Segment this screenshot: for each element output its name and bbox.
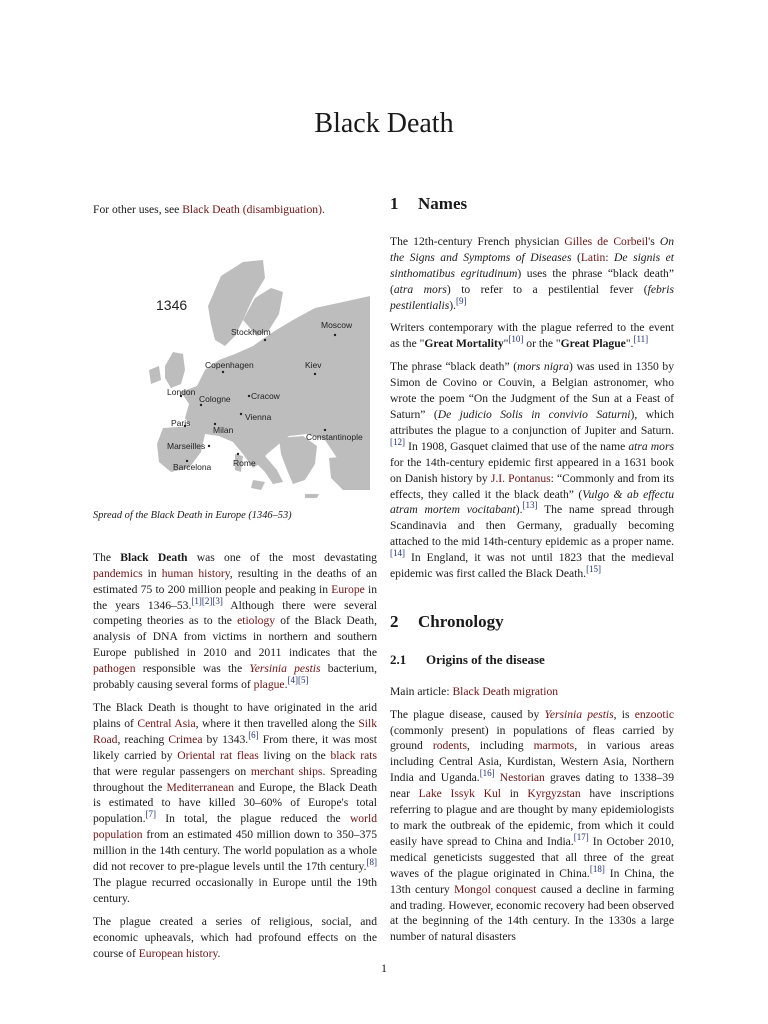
link-lake-issyk-kul[interactable]: Lake Issyk Kul xyxy=(418,787,502,801)
link-europe[interactable]: Europe xyxy=(331,582,365,596)
link-pathogen[interactable]: pathogen xyxy=(93,662,136,676)
link-latin[interactable]: Latin xyxy=(580,250,606,264)
citation[interactable]: [9] xyxy=(456,295,467,306)
citation[interactable]: [1][2][3] xyxy=(191,595,223,606)
city-moscow: Moscow xyxy=(321,319,353,330)
city-paris: Paris xyxy=(171,417,191,428)
link-rodents[interactable]: rodents xyxy=(432,739,467,753)
citation[interactable]: [11] xyxy=(633,334,649,345)
link-black-rats[interactable]: black rats xyxy=(330,748,378,762)
link-etiology[interactable]: etiology xyxy=(237,614,276,628)
city-vienna: Vienna xyxy=(245,411,272,422)
link-plague[interactable]: plague xyxy=(253,678,285,692)
city-cologne: Cologne xyxy=(199,393,231,404)
link-pontanus[interactable]: J.I. Pontanus xyxy=(490,471,551,485)
citation[interactable]: [17] xyxy=(573,832,589,843)
names-paragraph-3: The phrase “black death” (mors nigra) was used in 1350 by Simon de Covino or Couvin, a Belgian astronomer, who wrote the poem “On the Judgment of the Sun at a Feast of Saturn” (De judicio Solis in convivio Saturni), which attributes the plague to a conjunction of Jupiter and Saturn.[12] In 1908, Gasquet claimed that use of the name atra mors for the 14th-century epidemic first appeared in a 1631 book on Danish history by J.I. Pontanus: “Commonly and from its effects, they called it the black death” (Vulgo & ab effectu atram mortem vocitabant).[13] The name spread through Scandinavia and then Germany, gradually becoming attached to the mid 14th-century epidemic as a proper name.[14] In England, it was not until 1823 that the medieval epidemic was first called the Black Death.[15] xyxy=(390,360,675,581)
link-pandemics[interactable]: pandemics xyxy=(93,566,143,580)
link-enzootic[interactable]: enzootic xyxy=(634,707,674,721)
europe-map-image xyxy=(93,258,370,500)
city-cracow: Cracow xyxy=(251,390,280,401)
citation[interactable]: [14] xyxy=(390,548,405,559)
section-heading-chronology: 2 Chronology xyxy=(390,611,504,631)
citation[interactable]: [13] xyxy=(522,500,538,511)
city-barcelona: Barcelona xyxy=(173,461,212,472)
map-caption: Spread of the Black Death in Europe (1346–53) xyxy=(93,509,292,521)
city-milan: Milan xyxy=(213,424,234,435)
hatnote-text: For other uses, see xyxy=(93,203,183,216)
page-title: Black Death xyxy=(314,108,454,139)
link-human-history[interactable]: human history xyxy=(161,566,230,580)
city-kiev: Kiev xyxy=(305,359,322,370)
origins-paragraph: The plague disease, caused by Yersinia pestis, is enzootic (commonly present) in populations of fleas carried by ground rodents, including marmots, in various areas including Central Asia, Kurdistan, Western Asia, Northern India and Uganda.[16] Nestorian graves dating to 1338–39 near Lake Issyk Kul in Kyrgyzstan have inscriptions referring to plague and are thought by many epidemiologists to mark the outbreak of the epidemic, from which it could easily have spread to China and India.[17] In October 2010, medical geneticists suggested that all three of the great waves of the plague originated in China.[18] In China, the 13th century Mongol conquest caused a decline in farming and trading. However, economic recovery had been observed at the beginning of the 14th century. In the 1330s a large number of natural disasters xyxy=(390,707,675,944)
citation[interactable]: [16] xyxy=(479,768,495,779)
section-heading-names: 1 Names xyxy=(390,194,468,213)
city-london: London xyxy=(167,386,196,397)
intro-paragraph: The Black Death was one of the most devastating pandemics in human history, resulting in the deaths of an estimated 75 to 200 million people and peaking in Europe in the years 1346–53.[1][2][3] Although there were several competing theories as to the etiology of the Black Death, analysis of DNA from victims in northern and southern Europe published in 2010 and 2011 indicates that the pathogen responsible was the Yersinia pestis bacterium, probably causing several forms of plague.[4][5] xyxy=(93,550,378,692)
citation[interactable]: [7] xyxy=(145,809,156,820)
link-crimea[interactable]: Crimea xyxy=(168,732,203,746)
map-year-label: 1346 xyxy=(156,296,188,313)
subsection-heading-origins: 2.1 Origins of the disease xyxy=(390,651,545,667)
origin-paragraph: The Black Death is thought to have originated in the arid plains of Central Asia, where it then travelled along the Silk Road, reaching Crimea by 1343.[6] From there, it was most likely carried by Oriental rat fleas living on the black rats that were regular passengers on merchant ships. Spreading throughout the Mediterranean and Europe, the Black Death is estimated to have killed 30–60% of Europe's total population.[7] In total, the plague reduced the world population from an estimated 450 million down to 350–375 million in the 14th century. The world population as a whole did not recover to pre-plague levels until the 17th century.[8] The plague recurred occasionally in Europe until the 19th century. xyxy=(93,700,378,905)
link-central-asia[interactable]: Central Asia xyxy=(137,716,196,730)
link-merchant-ships[interactable]: merchant ships xyxy=(250,764,323,778)
citation[interactable]: [4][5] xyxy=(287,675,309,686)
link-marmots[interactable]: marmots xyxy=(533,739,575,753)
link-nestorian[interactable]: Nestorian xyxy=(499,771,545,785)
link-yersinia-pestis-2[interactable]: Yersinia pestis xyxy=(544,707,614,721)
main-article-note: Main article: Black Death migration xyxy=(390,684,559,698)
spread-map xyxy=(93,258,370,500)
hatnote xyxy=(93,202,377,218)
names-paragraph-2: Writers contemporary with the plague referred to the event as the "Great Mortality"[10] or the "Great Plague".[11] xyxy=(390,321,674,351)
city-marseilles: Marseilles xyxy=(167,440,206,451)
link-kyrgyzstan[interactable]: Kyrgyzstan xyxy=(527,787,581,801)
citation[interactable]: [8] xyxy=(366,857,377,868)
link-silk-road[interactable]: Silk Road xyxy=(93,716,377,746)
city-constantinople: Constantinople xyxy=(306,431,363,442)
effects-paragraph: The plague created a series of religious, social, and economic upheavals, which had profound effects on the course of European history. xyxy=(93,914,377,960)
right-column xyxy=(390,196,674,952)
link-mediterranean[interactable]: Mediterranean xyxy=(166,780,235,794)
page-number: 1 xyxy=(381,961,387,975)
citation[interactable]: [15] xyxy=(586,564,602,575)
citation[interactable]: [6] xyxy=(248,729,259,740)
link-gilles-de-corbeil[interactable]: Gilles de Corbeil xyxy=(564,234,649,248)
link-european-history[interactable]: European history xyxy=(138,946,218,960)
hatnote-end: . xyxy=(321,203,325,216)
link-oriental-rat-fleas[interactable]: Oriental rat fleas xyxy=(177,748,259,762)
names-paragraph-1: The 12th-century French physician Gilles de Corbeil's On the Signs and Symptoms of Diseases (Latin: De signis et sinthomatibus egritudinum) uses the phrase “black death” (atra mors) to refer to a pestilential fever (febris pestilentialis).[9] xyxy=(390,234,675,312)
link-world-population[interactable]: world population xyxy=(93,812,377,842)
link-mongol-conquest[interactable]: Mongol conquest xyxy=(454,882,537,896)
city-rome: Rome xyxy=(233,457,256,468)
citation[interactable]: [10] xyxy=(508,334,524,345)
citation[interactable]: [18] xyxy=(589,863,605,874)
citation[interactable]: [12] xyxy=(390,436,405,447)
link-yersinia-pestis[interactable]: Yersinia pestis xyxy=(249,662,321,676)
left-column xyxy=(93,202,377,968)
disambiguation-link[interactable]: Black Death (disambiguation) xyxy=(182,203,322,216)
city-stockholm: Stockholm xyxy=(231,326,271,337)
link-black-death-migration[interactable]: Black Death migration xyxy=(452,684,559,698)
city-copenhagen: Copenhagen xyxy=(205,359,254,370)
